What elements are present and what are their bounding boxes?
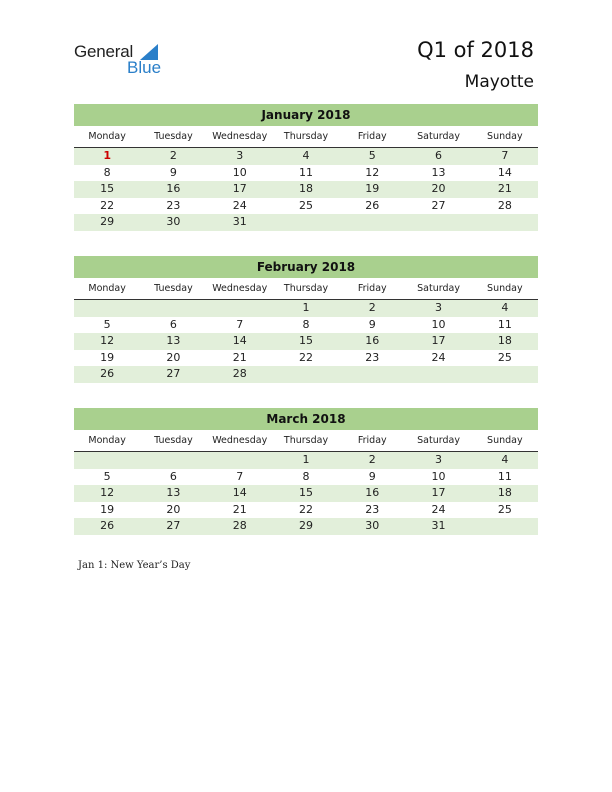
week-row [74, 148, 538, 165]
day-cell: 31 [232, 215, 247, 228]
logo-text-general: General [74, 42, 134, 61]
weekday-header-row [74, 279, 538, 300]
page-title: Q1 of 2018 [417, 38, 534, 62]
day-cell: 3 [435, 453, 443, 466]
week-row [74, 469, 538, 486]
empty-day-cell [207, 452, 273, 469]
day-cell: 26 [365, 198, 380, 212]
weekday-label: Friday [357, 435, 387, 446]
day-cell: 6 [435, 149, 443, 162]
day-cell: 17 [232, 182, 247, 195]
day-cell: 7 [236, 317, 244, 331]
day-cell: 4 [501, 301, 509, 314]
day-cell: 10 [431, 469, 446, 483]
generalblue-logo [74, 42, 174, 78]
day-cell: 5 [368, 149, 376, 162]
weekday-label: Monday [88, 283, 126, 294]
day-cell: 1 [302, 453, 310, 466]
week-row [74, 198, 538, 215]
day-cell: 5 [103, 469, 111, 483]
week-row [74, 452, 538, 469]
logo-text-blue: Blue [127, 58, 162, 77]
day-cell: 12 [100, 334, 115, 347]
month-calendar [74, 408, 538, 535]
empty-day-cell [405, 214, 471, 231]
day-cell: 18 [497, 334, 512, 347]
week-row [74, 317, 538, 334]
weekday-label: Tuesday [154, 131, 193, 142]
week-row [74, 350, 538, 367]
day-cell: 19 [365, 182, 380, 195]
day-cell: 22 [298, 502, 313, 516]
day-cell: 24 [431, 350, 446, 364]
day-cell: 18 [497, 486, 512, 499]
empty-day-cell [472, 366, 538, 383]
week-row [74, 300, 538, 317]
day-cell: 20 [166, 350, 181, 364]
week-row [74, 502, 538, 519]
day-cell: 3 [236, 149, 244, 162]
month-title: February 2018 [74, 256, 538, 278]
week-row [74, 366, 538, 383]
weekday-label: Tuesday [154, 435, 193, 446]
weekday-label: Saturday [417, 283, 460, 294]
day-cell: 4 [501, 453, 509, 466]
day-cell: 23 [365, 502, 380, 516]
day-cell: 23 [166, 198, 181, 212]
day-cell: 28 [232, 367, 247, 380]
day-cell: 29 [100, 215, 115, 228]
day-cell: 25 [298, 198, 313, 212]
day-cell: 9 [368, 317, 376, 331]
day-cell: 17 [431, 334, 446, 347]
day-cell: 22 [100, 198, 115, 212]
week-row [74, 165, 538, 182]
weekday-label: Thursday [283, 283, 329, 294]
day-cell: 24 [431, 502, 446, 516]
day-cell: 2 [368, 301, 376, 314]
week-row [74, 181, 538, 198]
weekday-label: Friday [357, 283, 387, 294]
day-cell: 13 [431, 165, 446, 179]
empty-day-cell [74, 452, 140, 469]
weekday-label: Sunday [487, 435, 523, 446]
day-cell: 12 [365, 165, 380, 179]
weekday-label: Sunday [487, 131, 523, 142]
day-cell: 21 [232, 502, 247, 516]
weekday-label: Wednesday [212, 283, 268, 294]
weekday-label: Wednesday [212, 435, 268, 446]
day-cell: 28 [497, 198, 512, 212]
day-cell: 10 [232, 165, 247, 179]
day-cell: 17 [431, 486, 446, 499]
day-cell: 7 [236, 469, 244, 483]
day-cell: 18 [298, 182, 313, 195]
day-cell: 3 [435, 301, 443, 314]
month-calendar [74, 104, 538, 231]
day-cell: 13 [166, 334, 181, 347]
day-cell: 19 [100, 502, 115, 516]
empty-day-cell [140, 452, 206, 469]
day-cell: 12 [100, 486, 115, 499]
day-cell: 21 [497, 182, 512, 195]
day-cell: 15 [100, 182, 115, 195]
day-cell: 8 [302, 469, 310, 483]
day-cell: 14 [497, 165, 512, 179]
day-cell: 4 [302, 149, 310, 162]
weekday-header-row [74, 431, 538, 452]
day-cell: 8 [302, 317, 310, 331]
empty-day-cell [207, 300, 273, 317]
day-cell: 15 [298, 486, 313, 499]
weekday-label: Wednesday [212, 131, 268, 142]
weekday-label: Saturday [417, 435, 460, 446]
day-cell: 31 [431, 519, 446, 532]
day-cell: 20 [166, 502, 181, 516]
day-cell: 25 [497, 502, 512, 516]
day-cell: 11 [497, 317, 512, 331]
day-cell: 2 [368, 453, 376, 466]
day-cell: 1 [302, 301, 310, 314]
day-cell: 11 [497, 469, 512, 483]
weekday-label: Saturday [417, 131, 460, 142]
weekday-label: Thursday [283, 435, 329, 446]
weekday-label: Thursday [283, 131, 329, 142]
empty-day-cell [472, 214, 538, 231]
day-cell: 16 [166, 182, 181, 195]
day-cell: 11 [298, 165, 313, 179]
day-cell: 21 [232, 350, 247, 364]
day-cell: 7 [501, 149, 509, 162]
day-cell: 27 [431, 198, 446, 212]
day-cell: 26 [100, 519, 115, 532]
day-cell: 29 [298, 519, 313, 532]
page-subtitle: Mayotte [464, 72, 534, 92]
empty-day-cell [472, 518, 538, 535]
empty-day-cell [140, 300, 206, 317]
day-cell: 23 [365, 350, 380, 364]
day-cell: 13 [166, 486, 181, 499]
day-cell: 25 [497, 350, 512, 364]
day-cell: 9 [368, 469, 376, 483]
holiday-day-cell: 1 [103, 149, 111, 162]
weekday-label: Monday [88, 131, 126, 142]
empty-day-cell [339, 366, 405, 383]
month-title: March 2018 [74, 408, 538, 430]
weekday-label: Sunday [487, 283, 523, 294]
day-cell: 19 [100, 350, 115, 364]
day-cell: 16 [365, 334, 380, 347]
day-cell: 22 [298, 350, 313, 364]
empty-day-cell [273, 214, 339, 231]
empty-day-cell [339, 214, 405, 231]
day-cell: 24 [232, 198, 247, 212]
day-cell: 30 [365, 519, 380, 532]
empty-day-cell [273, 366, 339, 383]
day-cell: 6 [169, 469, 177, 483]
day-cell: 28 [232, 519, 247, 532]
week-row [74, 518, 538, 535]
day-cell: 26 [100, 367, 115, 380]
weekday-label: Tuesday [154, 283, 193, 294]
month-title: January 2018 [74, 104, 538, 126]
week-row [74, 485, 538, 502]
empty-day-cell [405, 366, 471, 383]
day-cell: 5 [103, 317, 111, 331]
day-cell: 30 [166, 215, 181, 228]
day-cell: 14 [232, 486, 247, 499]
day-cell: 15 [298, 334, 313, 347]
weekday-label: Friday [357, 131, 387, 142]
weekday-header-row [74, 127, 538, 148]
holiday-notes [78, 560, 190, 571]
day-cell: 8 [103, 165, 111, 179]
day-cell: 9 [169, 165, 177, 179]
day-cell: 16 [365, 486, 380, 499]
month-calendar [74, 256, 538, 383]
day-cell: 20 [431, 182, 446, 195]
holiday-note: Jan 1: New Year’s Day [78, 560, 191, 571]
day-cell: 27 [166, 519, 181, 532]
day-cell: 10 [431, 317, 446, 331]
day-cell: 2 [169, 149, 177, 162]
empty-day-cell [74, 300, 140, 317]
week-row [74, 214, 538, 231]
day-cell: 6 [169, 317, 177, 331]
week-row [74, 333, 538, 350]
day-cell: 27 [166, 367, 181, 380]
weekday-label: Monday [88, 435, 126, 446]
day-cell: 14 [232, 334, 247, 347]
